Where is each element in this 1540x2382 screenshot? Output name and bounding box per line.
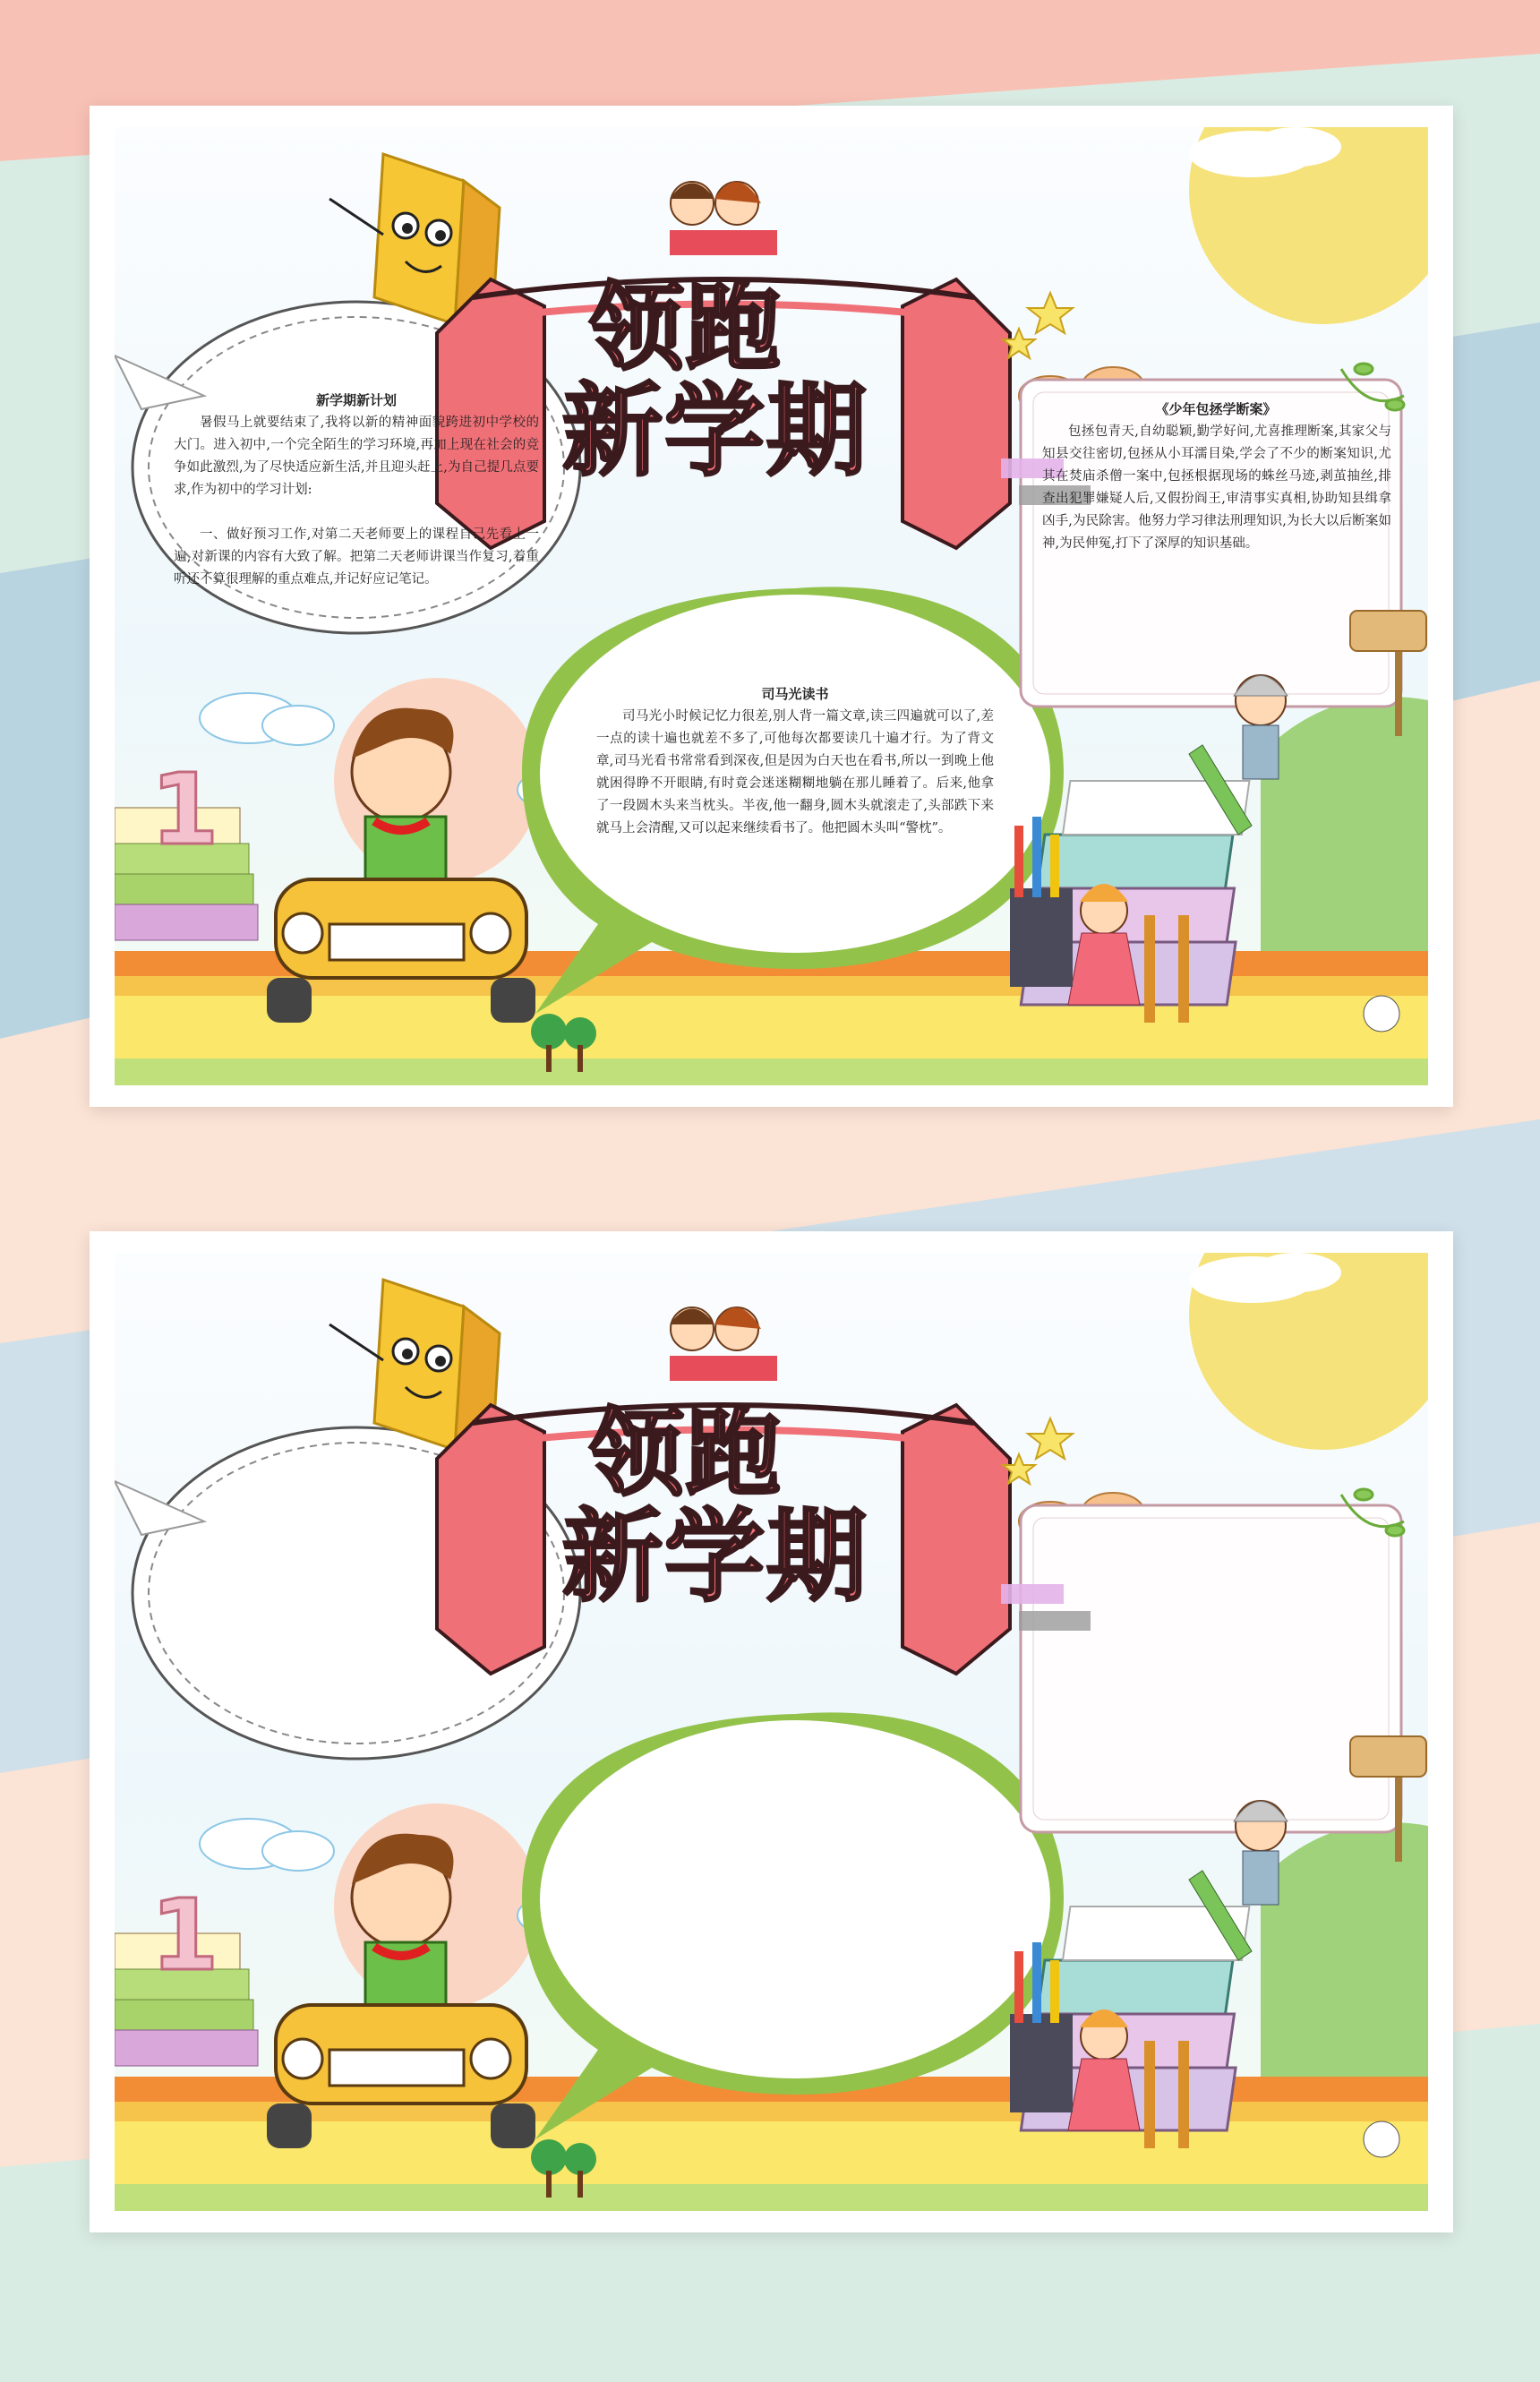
ground-stripe bbox=[115, 1058, 1428, 1085]
headline-line2-blank: 新学期 bbox=[562, 1499, 868, 1615]
star-decor bbox=[1003, 293, 1073, 358]
svg-text:1: 1 bbox=[150, 1878, 219, 1992]
plan-item-1: 一、做好预习工作,对第二天老师要上的课程自己先看上一遍,对新课的内容有大致了解。把第二天老师讲课当作复习,着重听还不算很理解的重点难点,并记好应记笔记。 bbox=[174, 527, 539, 587]
headline-line1: 领跑 bbox=[589, 273, 783, 383]
poster-filled bbox=[115, 127, 1428, 1085]
number-one-decor: 1 bbox=[150, 752, 219, 867]
poster-card-blank bbox=[90, 1231, 1453, 2232]
headline-line2: 新学期 bbox=[562, 373, 868, 490]
simaguang-title: 司马光读书 bbox=[761, 686, 829, 702]
plan-body: 暑假马上就要结束了,我将以新的精神面貌跨进初中学校的大门。进入初中,一个完全陌生的学习环境,再加上现在社会的竞争如此激烈,为了尽快适应新生活,并且迎头赶上,为自己提几点要求,作为初中的学习计划: bbox=[174, 416, 539, 497]
poster-card-filled bbox=[90, 106, 1453, 1107]
headline-line1-blank: 领跑 bbox=[589, 1399, 783, 1509]
baozheng-body: 包拯包青天,自幼聪颖,勤学好问,尤喜推理断案,其家父与知县交往密切,包拯从小耳濡目染,学会了不少的断案知识,尤其在焚庙杀僧一案中,包拯根据现场的蛛丝马迹,剥茧抽丝,排查出犯罪嫌疑人后,又假扮阎王,审清事实真相,协助知县缉拿凶手,为民除害。他努力学习律法刑理知识,为长大以后断案如神,为民伸冤,打下了深厚的知识基础。 bbox=[1042, 424, 1391, 551]
baozheng-title: 《少年包拯学断案》 bbox=[1155, 401, 1277, 417]
poster-blank bbox=[115, 1253, 1428, 2211]
simaguang-body: 司马光小时候记忆力很差,别人背一篇文章,读三四遍就可以了,差一点的读十遍也就差不多了,可他每次都要读几十遍才行。为了背文章,司马光看书常常看到深夜,但是因为白天也在看书,所以一到晚上他就困得睁不开眼睛,有时竟会迷迷糊糊地躺在那儿睡着了。后来,他拿了一段圆木头来当枕头。半夜,他一翻身,圆木头就滚走了,头部跌下来就马上会清醒,又可以起来继续看书了。他把圆木头叫“警枕”。 bbox=[596, 709, 994, 835]
kids-reading bbox=[670, 182, 777, 255]
plan-title: 新学期新计划 bbox=[315, 392, 397, 408]
